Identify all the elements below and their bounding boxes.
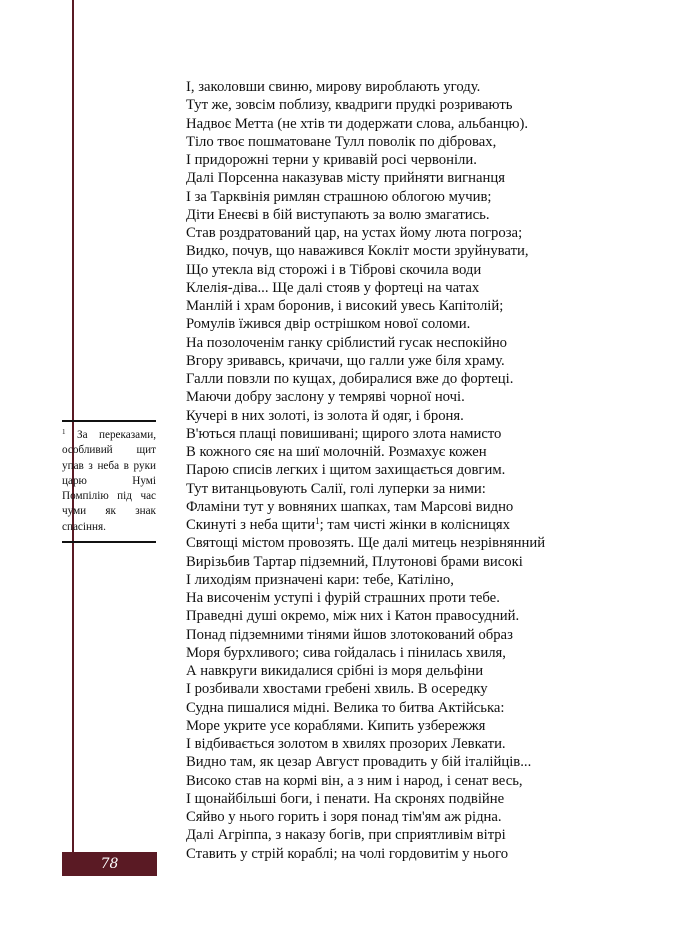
poem-line-text: Тут витанцьовують Салії, голі луперки за ними: xyxy=(186,480,486,497)
page-number: 78 xyxy=(62,852,157,876)
poem-line xyxy=(186,553,606,571)
poem-line xyxy=(186,790,606,808)
footnote-reference: 1 xyxy=(315,516,320,526)
poem-line xyxy=(186,498,606,516)
poem-line-text: Моря бурхливого; сива гойдалась і пінилась хвиля, xyxy=(186,644,506,661)
poem-line xyxy=(186,224,606,242)
poem-line-text: Тут же, зовсім поблизу, квадриги прудкі розривають xyxy=(186,97,513,114)
poem-line-text: Галли повзли по кущах, добиралися вже до фортеці. xyxy=(186,371,514,387)
poem-line-text: Скинуті з неба щити xyxy=(186,517,316,533)
poem-line-text: Високо став на кормі він, а з ним і народ, і сенат весь, xyxy=(186,772,523,789)
poem-line xyxy=(186,261,606,279)
poem-line-text: Манлій і храм боронив, і високий увесь Капітолій; xyxy=(186,298,504,314)
poem-line xyxy=(186,370,606,388)
poem-line xyxy=(186,753,606,771)
poem-line-text: Видно там, як цезар Август провадить у бій італійців... xyxy=(186,754,532,771)
poem-line xyxy=(186,242,606,260)
poem-line xyxy=(186,206,606,224)
footnote-top-rule xyxy=(62,420,156,422)
poem-line-text: Ромулів їжився двір острішком нової соломи. xyxy=(186,316,471,333)
poem-line-text: Став роздратований цар, на устах йому люта погроза; xyxy=(186,225,523,241)
poem-line xyxy=(186,826,606,844)
poem-line-text: Діти Енеєві в бій виступають за волю змагатись. xyxy=(186,206,490,223)
poem-line-text: На позолоченім ганку сріблистий гусак неспокійно xyxy=(186,334,508,351)
poem-line-text: Вирізьбив Тартар підземний, Плутонові брами високі xyxy=(186,553,523,570)
poem-line xyxy=(186,680,606,698)
poem-line xyxy=(186,297,606,315)
poem-line xyxy=(186,607,606,625)
footnote-marker: 1 xyxy=(62,428,66,436)
poem-line xyxy=(186,388,606,406)
footnote-bottom-rule xyxy=(62,541,156,543)
poem-line-text: І, заколовши свиню, мирову вироблають угоду. xyxy=(186,79,481,95)
poem-line-text: Надвоє Метта (не хтів ти додержати слова, альбанцю). xyxy=(186,115,529,132)
poem-line-text: В кожного сяє на шиї молочній. Розмахує кожен xyxy=(186,444,487,460)
poem-line xyxy=(186,626,606,644)
poem-text xyxy=(186,78,606,863)
poem-line-text: Далі Порсенна наказував місту прийняти вигнанця xyxy=(186,170,505,187)
poem-line-text: І відбивається золотом в хвилях прозорих Левкати. xyxy=(186,736,506,752)
poem-line-text: Тіло твоє пошматоване Тулл поволік по дібровах, xyxy=(186,133,497,150)
poem-line xyxy=(186,78,606,96)
poem-line-text: І розбивали хвостами гребені хвиль. В осередку xyxy=(186,681,488,698)
poem-line xyxy=(186,334,606,352)
poem-line-text-tail: ; там чисті жінки в колісницях xyxy=(319,517,510,533)
poem-line-text: Праведні душі окремо, між них і Катон правосудний. xyxy=(186,608,520,625)
footnote-text: За переказами, особливий щит упав з неба в руки царю Нумі Помпілію під час чуми як знак спасіння. xyxy=(62,429,156,533)
poem-line xyxy=(186,425,606,443)
poem-line-text: І щонайбільші боги, і пенати. На скронях подвійне xyxy=(186,790,505,807)
poem-line xyxy=(186,699,606,717)
poem-line xyxy=(186,772,606,790)
poem-line xyxy=(186,352,606,370)
poem-line-text: Понад підземними тінями йшов злотокований образ xyxy=(186,626,513,643)
poem-line xyxy=(186,735,606,753)
poem-line xyxy=(186,315,606,333)
poem-line xyxy=(186,133,606,151)
poem-line-text: Ставить у стрій кораблі; на чолі гордовитім у нього xyxy=(186,845,509,862)
poem-line-text: Кучері в них золоті, із золота й одяг, і броня. xyxy=(186,407,464,424)
poem-line xyxy=(186,644,606,662)
poem-line-text: Вгору зривавсь, кричачи, що галли уже біля храму. xyxy=(186,352,505,369)
poem-line xyxy=(186,480,606,498)
poem-line xyxy=(186,169,606,187)
poem-line-text: Сяйво у нього горить і зоря понад тім'ям аж рідна. xyxy=(186,809,502,825)
poem-line xyxy=(186,443,606,461)
poem-line xyxy=(186,516,606,534)
poem-line xyxy=(186,845,606,863)
poem-line xyxy=(186,571,606,589)
poem-line xyxy=(186,188,606,206)
poem-line-text: Судна пишалися мідні. Велика то битва Актійська: xyxy=(186,699,505,716)
poem-line-text: Що утекла від сторожі і в Тіброві скочила води xyxy=(186,261,482,278)
poem-line-text: Море укрите усе кораблями. Кипить узбережжя xyxy=(186,717,486,734)
poem-line-text: І за Тарквінія римлян страшною облогою мучив; xyxy=(186,188,492,205)
poem-line-text: А навкруги викидалися срібні із моря дельфіни xyxy=(186,663,484,679)
poem-line xyxy=(186,662,606,680)
poem-line-text: І придорожні терни у кривавій росі червоніли. xyxy=(186,152,477,168)
poem-line-text: Маючи добру заслону у темряві чорної ночі. xyxy=(186,389,465,406)
poem-line xyxy=(186,115,606,133)
poem-line-text: Видко, почув, що наважився Кокліт мости зруйнувати, xyxy=(186,243,529,260)
poem-line xyxy=(186,717,606,735)
poem-line xyxy=(186,279,606,297)
poem-line-text: Святощі містом провозять. Ще далі митець незрівнянний xyxy=(186,535,546,552)
footnote xyxy=(62,428,156,535)
poem-line xyxy=(186,151,606,169)
poem-line xyxy=(186,461,606,479)
poem-line xyxy=(186,808,606,826)
poem-line-text: Парою списів легких і щитом захищається довгим. xyxy=(186,462,506,479)
poem-line xyxy=(186,96,606,114)
poem-line-text: Фламіни тут у вовняних шапках, там Марсові видно xyxy=(186,498,514,515)
poem-line-text: В'ються плащі повишивані; щирого злота намисто xyxy=(186,425,502,442)
poem-line xyxy=(186,407,606,425)
poem-line xyxy=(186,534,606,552)
poem-line-text: Клелія-діва... Ще далі стояв у фортеці на чатах xyxy=(186,279,480,296)
poem-line-text: Далі Агріппа, з наказу богів, при сприятливім вітрі xyxy=(186,827,506,844)
poem-line-text: І лиходіям призначені кари: тебе, Катіліно, xyxy=(186,571,454,588)
poem-line xyxy=(186,589,606,607)
poem-line-text: На височенім уступі і фурій страшних проти тебе. xyxy=(186,590,500,606)
